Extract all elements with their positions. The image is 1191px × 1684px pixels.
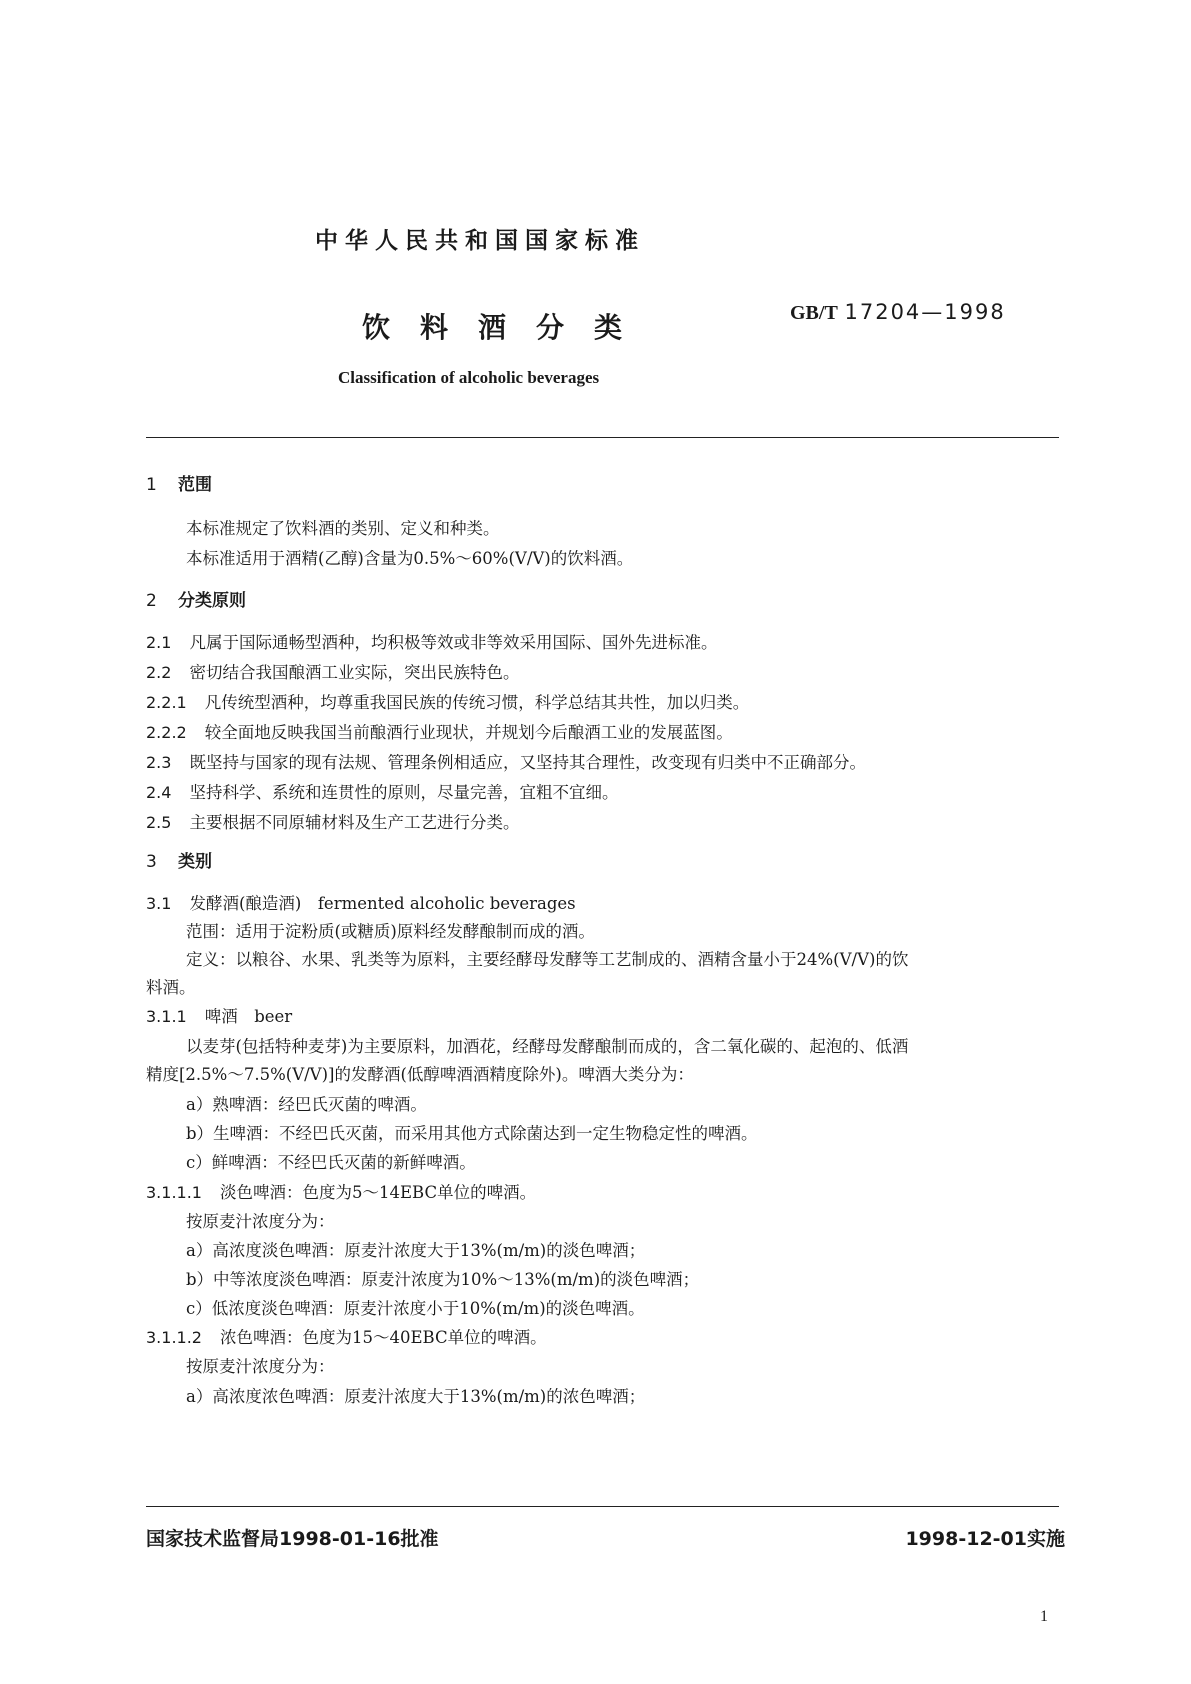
header-divider xyxy=(146,437,1059,438)
section-heading-2 xyxy=(146,586,246,611)
clause-number: 2.3 xyxy=(146,753,172,772)
paragraph: 料酒。 xyxy=(146,978,196,997)
section-title: 类别 xyxy=(178,852,212,872)
clause-item xyxy=(146,689,749,713)
clause-item xyxy=(146,1324,547,1348)
paragraph: 按原麦汁浓度分为： xyxy=(186,1357,335,1376)
clause-number: 3.1.1.2 xyxy=(146,1328,202,1347)
section-heading-3 xyxy=(146,847,212,872)
paragraph: 本标准规定了饮料酒的类别、定义和种类。 xyxy=(186,519,500,538)
clause-number: 2.4 xyxy=(146,783,172,802)
clause-text: 发酵酒(酿造酒) fermented alcoholic beverages xyxy=(189,894,576,913)
clause-item xyxy=(146,809,519,833)
clause-number: 2.1 xyxy=(146,633,172,652)
national-standard-heading: 中华人民共和国国家标准 xyxy=(315,228,645,254)
paragraph: 定义：以粮谷、水果、乳类等为原料，主要经酵母发酵等工艺制成的、酒精含量小于24%(V/V)的饮 xyxy=(186,950,909,969)
clause-text: 既坚持与国家的现有法规、管理条例相适应，又坚持其合理性，改变现有归类中不正确部分。 xyxy=(189,753,866,772)
page-number: 1 xyxy=(1040,1608,1048,1625)
list-item: c）鲜啤酒：不经巴氏灭菌的新鲜啤酒。 xyxy=(186,1153,476,1172)
list-item: c）低浓度淡色啤酒：原麦汁浓度小于10%(m/m)的淡色啤酒。 xyxy=(186,1299,645,1318)
list-item: a）熟啤酒：经巴氏灭菌的啤酒。 xyxy=(186,1095,427,1114)
list-item: a）高浓度浓色啤酒：原麦汁浓度大于13%(m/m)的浓色啤酒； xyxy=(186,1387,646,1406)
standard-code-prefix: GB/T xyxy=(790,302,838,324)
clause-text: 密切结合我国酿酒工业实际，突出民族特色。 xyxy=(189,663,520,682)
clause-item xyxy=(146,890,576,914)
clause-number: 2.2.1 xyxy=(146,693,187,712)
paragraph: 范围：适用于淀粉质(或糖质)原料经发酵酿制而成的酒。 xyxy=(186,922,595,941)
section-number: 3 xyxy=(146,852,157,872)
page-title: 饮料酒分类 xyxy=(362,311,653,344)
section-number: 1 xyxy=(146,475,157,495)
clause-number: 3.1 xyxy=(146,894,172,913)
clause-number: 2.2.2 xyxy=(146,723,187,742)
list-item: a）高浓度淡色啤酒：原麦汁浓度大于13%(m/m)的淡色啤酒； xyxy=(186,1241,646,1260)
footer-divider xyxy=(146,1506,1059,1507)
paragraph: 精度[2.5%～7.5%(V/V)]的发酵酒(低醇啤酒酒精度除外)。啤酒大类分为： xyxy=(146,1065,694,1084)
clause-text: 较全面地反映我国当前酿酒行业现状，并规划今后酿酒工业的发展蓝图。 xyxy=(204,723,733,742)
clause-number: 2.2 xyxy=(146,663,172,682)
clause-item xyxy=(146,719,733,743)
clause-text: 凡传统型酒种，均尊重我国民族的传统习惯，科学总结其共性，加以归类。 xyxy=(204,693,750,712)
standard-code xyxy=(790,300,1006,325)
clause-number: 3.1.1.1 xyxy=(146,1183,202,1202)
section-title: 分类原则 xyxy=(178,591,246,611)
standard-code-number: 17204—1998 xyxy=(844,300,1006,324)
clause-item xyxy=(146,749,866,773)
clause-item xyxy=(146,659,519,683)
approval-date: 国家技术监督局1998-01-16批准 xyxy=(146,1528,439,1550)
clause-number: 3.1.1 xyxy=(146,1007,187,1026)
paragraph: 以麦芽(包括特种麦芽)为主要原料，加酒花，经酵母发酵酿制而成的，含二氧化碳的、起泡的、低酒 xyxy=(186,1037,909,1056)
clause-item xyxy=(146,1003,292,1027)
clause-text: 啤酒 beer xyxy=(204,1007,293,1026)
english-title: Classification of alcoholic beverages xyxy=(338,368,600,387)
list-item: b）中等浓度淡色啤酒：原麦汁浓度为10%～13%(m/m)的淡色啤酒； xyxy=(186,1270,700,1289)
paragraph: 按原麦汁浓度分为： xyxy=(186,1212,335,1231)
clause-text: 主要根据不同原辅材料及生产工艺进行分类。 xyxy=(189,813,520,832)
clause-item xyxy=(146,779,618,803)
implementation-date: 1998-12-01实施 xyxy=(905,1528,1065,1550)
section-number: 2 xyxy=(146,591,157,611)
section-title: 范围 xyxy=(178,475,212,495)
section-heading-1 xyxy=(146,470,212,495)
clause-text: 凡属于国际通畅型酒种，均积极等效或非等效采用国际、国外先进标准。 xyxy=(189,633,718,652)
clause-text: 淡色啤酒：色度为5～14EBC单位的啤酒。 xyxy=(219,1183,537,1202)
clause-number: 2.5 xyxy=(146,813,172,832)
clause-item xyxy=(146,1179,536,1203)
clause-text: 坚持科学、系统和连贯性的原则，尽量完善，宜粗不宜细。 xyxy=(189,783,619,802)
clause-text: 浓色啤酒：色度为15～40EBC单位的啤酒。 xyxy=(219,1328,547,1347)
clause-item xyxy=(146,629,717,653)
list-item: b）生啤酒：不经巴氏灭菌，而采用其他方式除菌达到一定生物稳定性的啤酒。 xyxy=(186,1124,758,1143)
paragraph: 本标准适用于酒精(乙醇)含量为0.5%～60%(V/V)的饮料酒。 xyxy=(186,549,634,568)
